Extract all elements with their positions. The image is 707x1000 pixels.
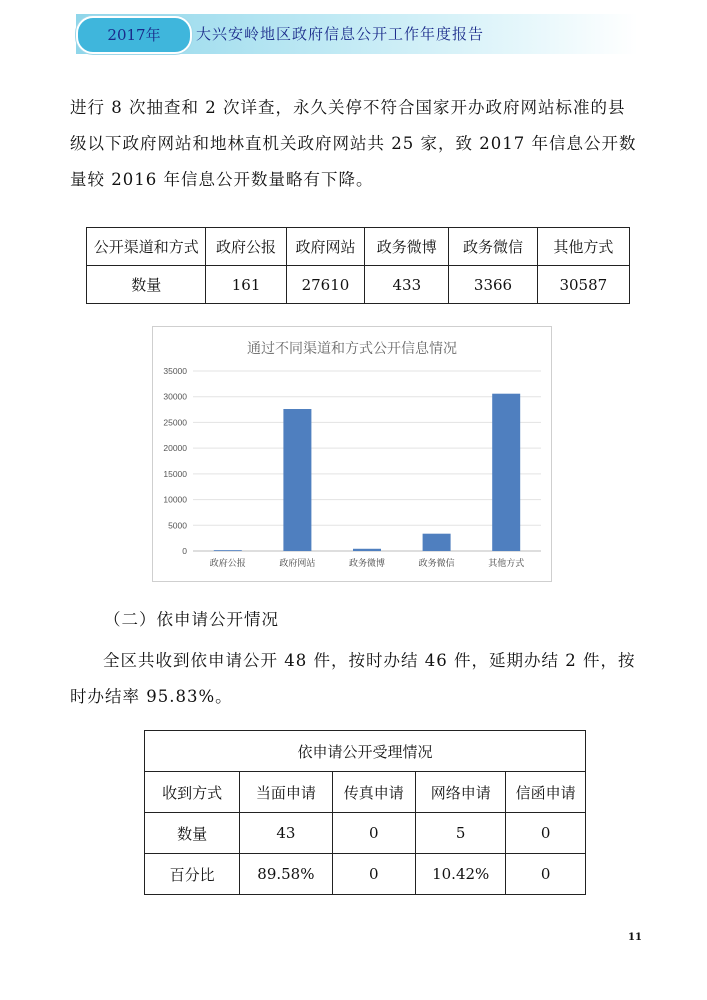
y-tick-label: 5000 (168, 520, 187, 531)
table-cell: 3366 (449, 266, 537, 304)
section-title: （二）依申请公开情况 (104, 610, 279, 629)
table-cell: 0 (506, 854, 586, 895)
table-header-cell: 政务微信 (449, 228, 537, 266)
table-header-cell: 政务微博 (365, 228, 449, 266)
bar-chart (152, 326, 552, 582)
table-cell: 数量 (87, 266, 206, 304)
table-cell: 433 (365, 266, 449, 304)
table-cell: 5 (416, 813, 506, 854)
table-header-cell: 传真申请 (332, 772, 416, 813)
body-paragraph-1: 进行 8 次抽查和 2 次详查，永久关停不符合国家开办政府网站标准的县级以下政府网站和地林直机关政府网站共 25 家，致 2017 年信息公开数量较 2016 年信息公开数量略有下降。 (70, 98, 637, 189)
table-cell: 27610 (286, 266, 365, 304)
body-paragraph-2: 全区共收到依申请公开 48 件，按时办结 46 件，延期办结 2 件，按时办结率 95.83%。 (70, 651, 636, 706)
table-cell: 161 (206, 266, 286, 304)
table-cell: 30587 (537, 266, 629, 304)
application-table (144, 730, 586, 895)
y-tick-label: 20000 (163, 443, 187, 454)
bar (423, 534, 451, 551)
y-tick-label: 25000 (163, 417, 187, 428)
table-header-cell: 信函申请 (506, 772, 586, 813)
y-tick-label: 30000 (163, 391, 187, 402)
table-cell: 0 (332, 854, 416, 895)
header-year-badge: 2017年 (76, 16, 192, 54)
table-cell: 0 (332, 813, 416, 854)
x-tick-label: 政务微博 (348, 558, 386, 568)
page-number: 11 (628, 932, 642, 943)
x-tick-label: 政府公报 (209, 558, 246, 568)
y-tick-label: 35000 (163, 366, 187, 376)
table-header-cell: 政府网站 (286, 228, 365, 266)
bar-chart-svg (153, 327, 551, 581)
table-cell: 数量 (145, 813, 240, 854)
y-tick-label: 10000 (163, 494, 187, 505)
table-header-cell: 公开渠道和方式 (87, 228, 206, 266)
table-header-cell: 其他方式 (537, 228, 629, 266)
x-tick-label: 政务微信 (418, 558, 455, 568)
table-cell: 43 (240, 813, 332, 854)
table-header-cell: 收到方式 (145, 772, 240, 813)
table-cell: 0 (506, 813, 586, 854)
bar (492, 394, 520, 551)
table-cell: 百分比 (145, 854, 240, 895)
table-cell: 89.58% (240, 854, 332, 895)
y-tick-label: 0 (182, 546, 187, 556)
table-header-cell: 政府公报 (206, 228, 286, 266)
channels-table (86, 227, 630, 304)
x-tick-label: 其他方式 (488, 558, 525, 568)
y-tick-label: 15000 (163, 468, 187, 479)
chart-title: 通过不同渠道和方式公开信息情况 (247, 340, 457, 356)
table-header-cell: 网络申请 (416, 772, 506, 813)
bar (214, 550, 242, 551)
table-cell: 10.42% (416, 854, 506, 895)
x-tick-label: 政府网站 (279, 558, 316, 568)
table-caption: 依申请公开受理情况 (145, 731, 586, 772)
bar (353, 549, 381, 551)
table-header-cell: 当面申请 (240, 772, 332, 813)
bar (283, 409, 311, 551)
header-title: 大兴安岭地区政府信息公开工作年度报告 (196, 25, 485, 43)
